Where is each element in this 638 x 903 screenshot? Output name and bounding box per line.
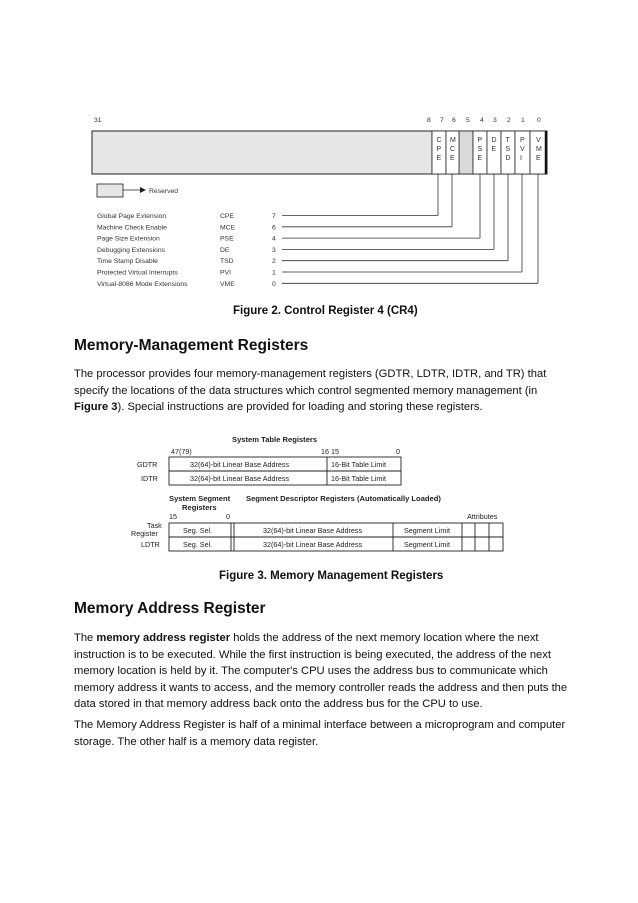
tr-sel: Seg. Sel.: [183, 526, 213, 535]
mar-paragraph-1: [74, 630, 568, 713]
cr4-field-letter: E: [436, 155, 442, 162]
bits-0: 0: [396, 447, 400, 456]
legend-abbr: TSD: [220, 258, 234, 266]
seg-bits-15: 15: [169, 512, 177, 521]
bit-number: 6: [452, 117, 456, 124]
cr4-field-letter: E: [536, 155, 541, 162]
bit-number: 4: [480, 117, 484, 124]
cr4-field-letter: V: [520, 146, 525, 153]
paragraph-text: holds the address of the next memory location where the next instruction is to be executed. While the first instruction is being executed, the address of the next memory location is held by it. The computer's CPU uses the address bus to communicate which memory address it wants to access, and the memory controller reads the address and then puts the data stored in that memory address back onto the address bus for the CPU to use.: [74, 632, 568, 711]
cr4-field-letter: S: [477, 146, 483, 153]
ldtr-base: 32(64)-bit Linear Base Address: [263, 540, 363, 549]
cr4-diagram: [0, 0, 638, 300]
cr4-field-letter: T: [505, 137, 510, 144]
figure-3-reference: Figure 3: [74, 401, 118, 414]
bit-numbers: [427, 117, 541, 124]
gdtr-limit: 16-Bit Table Limit: [331, 460, 386, 469]
bit-number: 7: [440, 117, 444, 124]
reserved-bit-5: [459, 131, 473, 174]
idtr-base: 32(64)-bit Linear Base Address: [190, 474, 290, 483]
ldtr-limit: Segment Limit: [404, 540, 450, 549]
tr-base: 32(64)-bit Linear Base Address: [263, 526, 363, 535]
legend-bit: 6: [272, 224, 276, 232]
legend-name: Page Size Extension: [97, 235, 160, 243]
paragraph-text: ). Special instructions are provided for loading and storing these registers.: [117, 401, 483, 414]
system-segment-title-2: Registers: [182, 503, 217, 512]
bits-47: 47(79): [171, 447, 192, 456]
cr4-field-letter: E: [450, 155, 455, 162]
idtr-limit: 16-Bit Table Limit: [331, 474, 386, 483]
legend-name: Time Stamp Disable: [97, 258, 158, 266]
legend-bit: 7: [272, 213, 276, 220]
bit-number: 1: [521, 117, 525, 124]
cr4-field-letter: M: [450, 137, 456, 144]
system-table-title: System Table Registers: [232, 435, 318, 444]
task-label-1: Task: [147, 521, 162, 530]
legend-name: Debugging Extensions: [97, 246, 166, 254]
bit-number: 3: [493, 117, 497, 124]
cr4-field-letter: E: [477, 155, 483, 162]
memory-management-paragraph: [74, 366, 568, 416]
mmr-diagram: [0, 425, 638, 560]
descriptor-title: Segment Descriptor Registers (Automatically Loaded): [246, 494, 441, 503]
attributes-label: Attributes: [467, 512, 498, 521]
tr-limit: Segment Limit: [404, 526, 450, 535]
bit-number: 5: [466, 117, 470, 124]
cr4-field-letter: D: [505, 155, 511, 162]
cr4-field-letter: C: [436, 137, 442, 144]
cr4-field-letter: E: [491, 146, 497, 153]
paragraph-text: The processor provides four memory-management registers (GDTR, LDTR, IDTR, and TR) that specify the locations of the data structures which control segmented memory management (in: [74, 368, 547, 397]
bit-number: 8: [427, 117, 431, 124]
figure-2-caption-text: Figure 2. Control Register 4 (CR4): [233, 305, 418, 317]
legend-abbr: MCE: [220, 224, 236, 232]
legend-bit: 4: [272, 235, 276, 243]
cr4-field-letter: M: [536, 146, 542, 153]
system-segment-title: System Segment: [169, 494, 231, 503]
legend-abbr: VME: [220, 280, 235, 288]
mar-term: memory address register: [96, 632, 231, 644]
memory-management-heading: Memory-Management Registers: [74, 337, 309, 354]
legend-abbr: PVI: [220, 269, 231, 277]
legend-bit: 3: [272, 246, 276, 254]
cr4-field-letter: P: [520, 137, 525, 144]
gdtr-label: GDTR: [137, 460, 158, 469]
bits-16-15: 16 15: [321, 447, 339, 456]
reserved-label: Reserved: [149, 188, 179, 195]
legend-bit: 2: [272, 258, 276, 266]
legend-bit: 0: [272, 280, 276, 288]
reserved-swatch: [97, 184, 123, 197]
gdtr-base: 32(64)-bit Linear Base Address: [190, 460, 290, 469]
seg-bits-0: 0: [226, 512, 230, 521]
bit-number: 2: [507, 117, 511, 124]
cr4-field-letter: P: [436, 146, 442, 153]
mar-paragraph-2: The Memory Address Register is half of a minimal interface between a microprogram and computer storage. The other half is a memory data register.: [74, 719, 566, 748]
cr4-field-letter: D: [491, 137, 497, 144]
paragraph-text: The: [74, 632, 97, 644]
legend-abbr: PSE: [220, 235, 234, 243]
figure-3-caption: Figure 3. Memory Management Registers: [219, 570, 444, 582]
legend-abbr: CPE: [220, 213, 234, 220]
legend-bit: 1: [272, 269, 276, 277]
ldtr-label: LDTR: [141, 540, 160, 549]
legend-name: Protected Virtual Interrupts: [97, 269, 178, 277]
cr4-field-letter: S: [505, 146, 511, 153]
cr4-field-letter: C: [450, 146, 456, 153]
legend-name: Global Page Extension: [97, 213, 167, 220]
bit-label-31: 31: [94, 117, 102, 124]
idtr-label: IDTR: [141, 474, 158, 483]
ldtr-sel: Seg. Sel.: [183, 540, 213, 549]
task-label-2: Register: [131, 529, 158, 538]
legend-name: Machine Check Enable: [97, 224, 167, 232]
cr4-field-letter: V: [536, 137, 541, 144]
cr4-field-cells: [432, 131, 547, 174]
cr4-field-letter: I: [520, 155, 522, 162]
legend-name: Virtual-8086 Mode Extensions: [97, 280, 188, 288]
bit-number: 0: [537, 117, 541, 124]
cr4-field-letter: P: [477, 137, 483, 144]
memory-address-register-heading: Memory Address Register: [74, 600, 266, 617]
legend-abbr: DE: [220, 246, 230, 254]
